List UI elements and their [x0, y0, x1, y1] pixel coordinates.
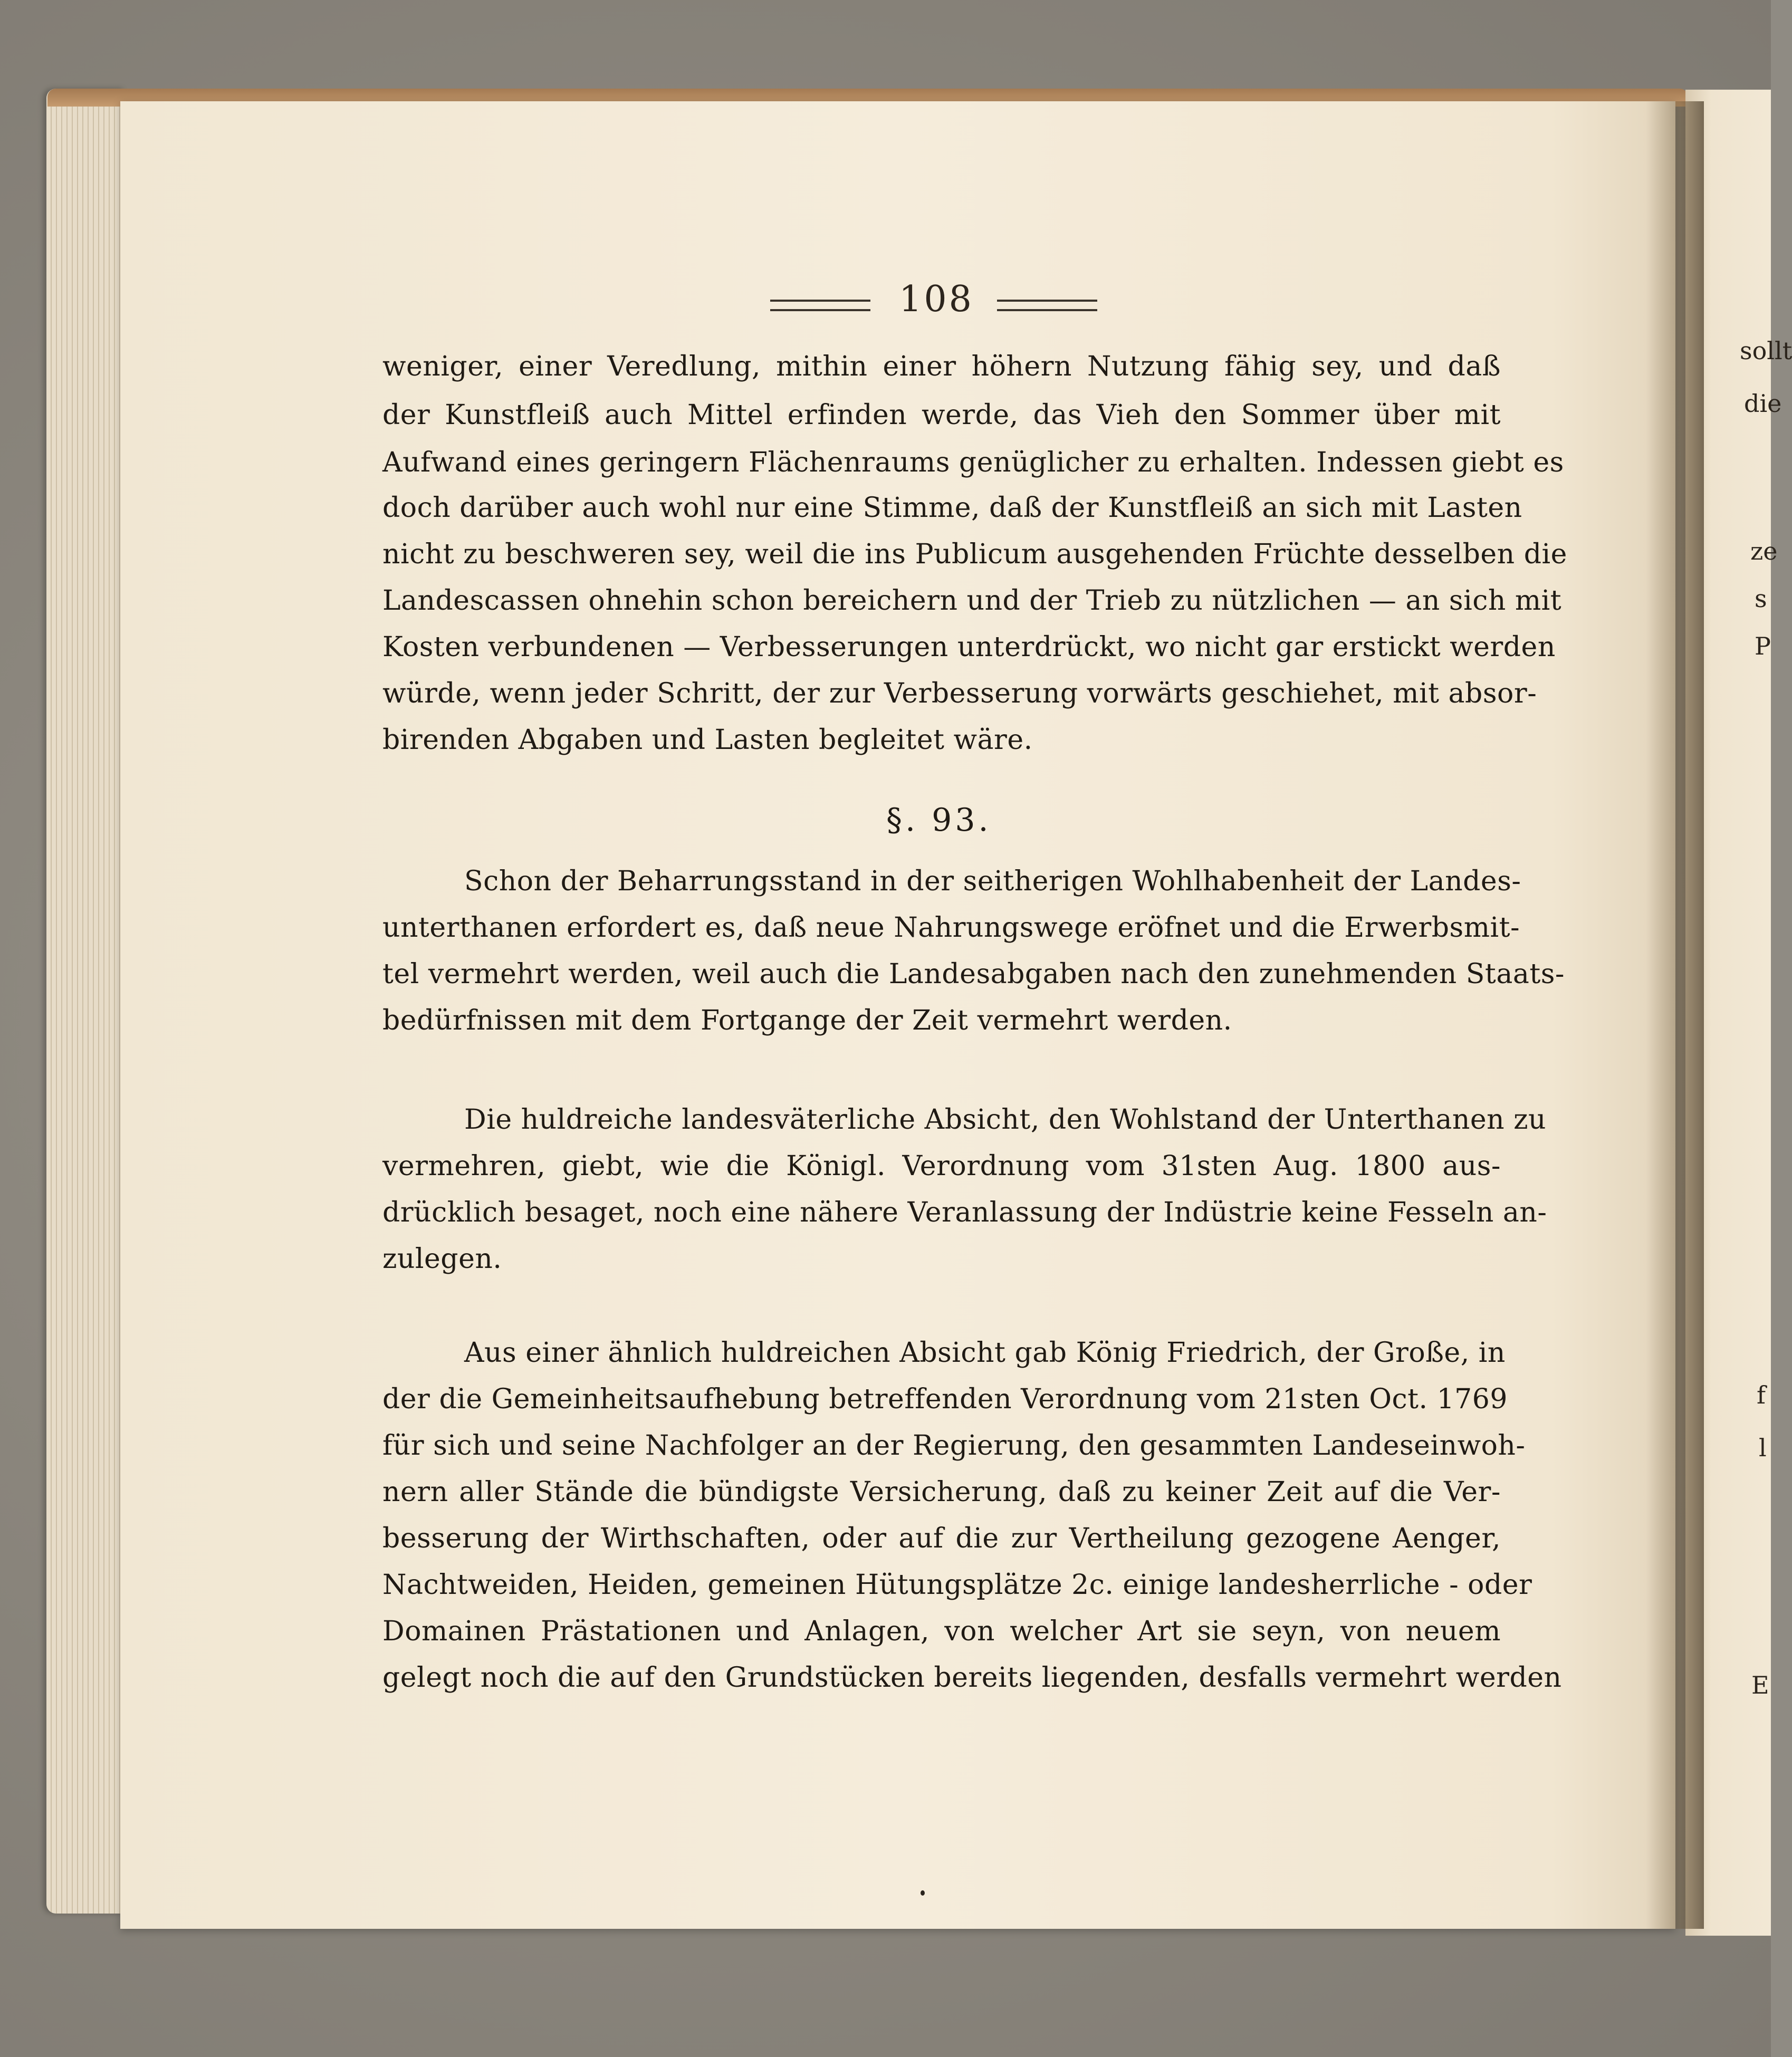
text-line: Aufwand eines geringern Flächenraums genüglicher zu erhalten. Indessen giebt es: [382, 447, 1564, 478]
text-line: der Kunstfleiß auch Mittel erfinden werde, das Vieh den Sommer über mit: [382, 399, 1501, 431]
page-number: 108: [899, 278, 974, 320]
section-heading: §. 93.: [886, 802, 992, 839]
text-line: der die Gemeinheitsaufhebung betreffenden Verordnung vom 21sten Oct. 1769: [382, 1383, 1508, 1415]
text-line: weniger, einer Veredlung, mithin einer höhern Nutzung fähig sey, und daß: [382, 351, 1501, 382]
fragment-text: ze: [1750, 537, 1778, 565]
fragment-text: die: [1744, 389, 1782, 418]
text-line: Domainen Prästationen und Anlagen, von welcher Art sie seyn, von neuem: [382, 1616, 1501, 1647]
page-edge-stack: [46, 89, 126, 1914]
fragment-text: l: [1759, 1434, 1767, 1462]
text-line: bedürfnissen mit dem Fortgange der Zeit vermehrt werden.: [382, 1005, 1232, 1036]
header-rule-right: [997, 300, 1097, 311]
ink-speck: [921, 1890, 925, 1896]
fragment-text: sollt: [1740, 337, 1792, 365]
fragment-text: f: [1757, 1381, 1766, 1409]
text-line: Landescassen ohnehin schon bereichern und der Trieb zu nützlichen — an sich mit: [382, 585, 1562, 617]
text-line: gelegt noch die auf den Grundstücken bereits liegenden, desfalls vermehrt werden: [382, 1662, 1562, 1694]
text-line: Nachtweiden, Heiden, gemeinen Hütungsplätze 2c. einige landesherrliche - oder: [382, 1569, 1532, 1601]
text-line: Kosten verbundenen — Verbesserungen unterdrückt, wo nicht gar erstickt werden: [382, 631, 1556, 663]
gutter-shadow: [1646, 101, 1704, 1929]
header-rule-left: [770, 300, 870, 311]
text-line: vermehren, giebt, wie die Königl. Verordnung vom 31sten Aug. 1800 aus-: [382, 1150, 1501, 1182]
fragment-text: E: [1751, 1671, 1769, 1699]
text-line: birenden Abgaben und Lasten begleitet wäre.: [382, 724, 1033, 756]
text-line: unterthanen erfordert es, daß neue Nahrungswege eröfnet und die Erwerbsmit-: [382, 912, 1520, 944]
text-line: nern aller Stände die bündigste Versicherung, daß zu keiner Zeit auf die Ver-: [382, 1476, 1501, 1508]
text-line: für sich und seine Nachfolger an der Regierung, den gesammten Landeseinwoh-: [382, 1430, 1526, 1462]
text-line: zulegen.: [382, 1243, 502, 1275]
text-line: Schon der Beharrungsstand in der seitherigen Wohlhabenheit der Landes-: [464, 866, 1521, 897]
text-line: würde, wenn jeder Schritt, der zur Verbesserung vorwärts geschiehet, mit absor-: [382, 678, 1537, 709]
text-line: doch darüber auch wohl nur eine Stimme, daß der Kunstfleiß an sich mit Lasten: [382, 492, 1522, 524]
text-line: nicht zu beschweren sey, weil die ins Publicum ausgehenden Früchte desselben die: [382, 539, 1567, 570]
text-line: drücklich besaget, noch eine nähere Veranlassung der Indüstrie keine Fesseln an-: [382, 1197, 1547, 1228]
page-header: [770, 278, 1108, 326]
fragment-text: s: [1755, 584, 1767, 613]
text-line: besserung der Wirthschaften, oder auf die zur Vertheilung gezogene Aenger,: [382, 1523, 1501, 1554]
text-line: Die huldreiche landesväterliche Absicht, den Wohlstand der Unterthanen zu: [464, 1104, 1547, 1136]
text-line: tel vermehrt werden, weil auch die Landesabgaben nach den zunehmenden Staats-: [382, 958, 1565, 990]
fragment-text: P: [1755, 632, 1771, 660]
text-line: Aus einer ähnlich huldreichen Absicht gab König Friedrich, der Große, in: [464, 1337, 1506, 1369]
